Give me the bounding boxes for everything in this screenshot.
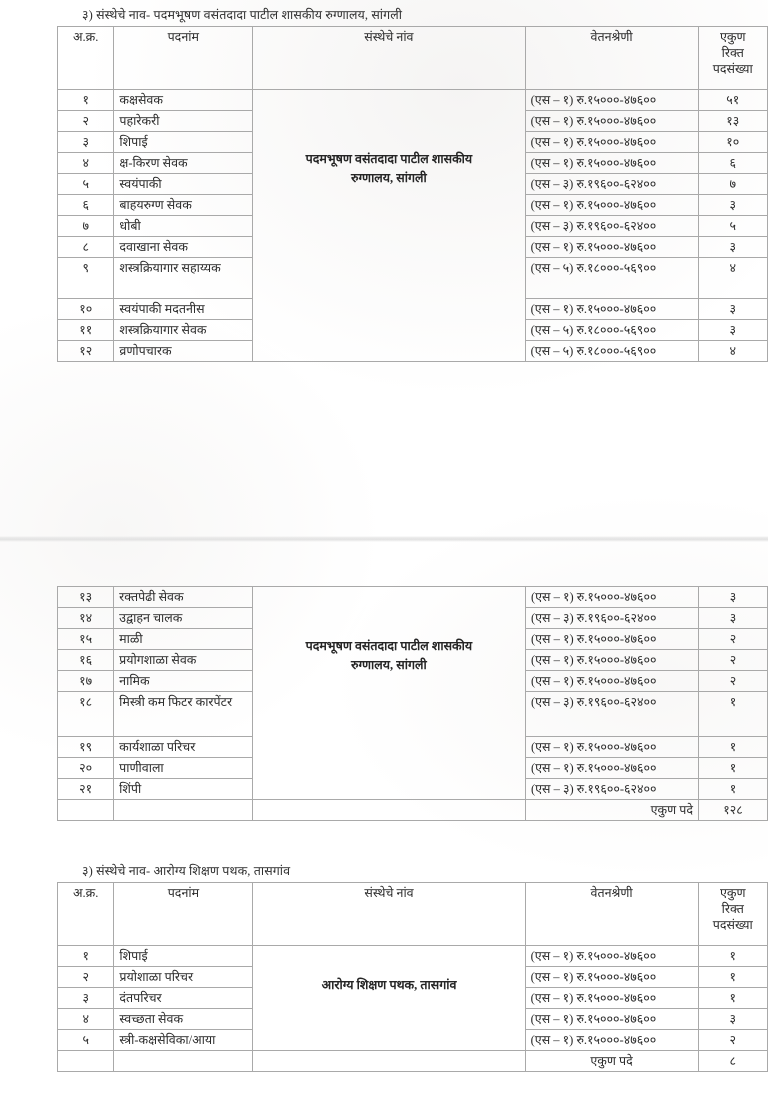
cell-empty-institution — [252, 800, 525, 821]
cell-vacancy: ७ — [698, 174, 767, 195]
cell-post: स्त्री-कक्षसेविका/आया — [114, 1030, 253, 1051]
cell-vacancy: २ — [699, 650, 768, 671]
column-header-vacancy — [698, 883, 767, 946]
table-vasantdada-part2 — [57, 586, 768, 821]
cell-empty-sr — [58, 800, 114, 821]
cell-post: दवाखाना सेवक — [114, 237, 253, 258]
cell-post: कक्षसेवक — [114, 90, 253, 111]
cell-sr: ७ — [58, 216, 114, 237]
cell-sr: २१ — [58, 779, 114, 800]
table-arogya-pathak — [57, 882, 768, 1072]
cell-sr: १४ — [58, 608, 114, 629]
cell-vacancy: २ — [699, 629, 768, 650]
cell-vacancy: १ — [699, 758, 768, 779]
cell-payscale: (एस – ३) रु.१९६००-६२४०० — [525, 692, 698, 737]
cell-vacancy: २ — [699, 671, 768, 692]
cell-sr: ३ — [58, 988, 114, 1009]
cell-vacancy: २ — [698, 1030, 767, 1051]
column-header-sr: अ.क्र. — [58, 27, 114, 90]
table-header-row — [58, 883, 768, 946]
cell-post: नामिक — [114, 671, 253, 692]
cell-payscale: (एस – १) रु.१५०००-४७६०० — [525, 1009, 698, 1030]
cell-post: पाणीवाला — [114, 758, 253, 779]
cell-post: पहारेकरी — [114, 111, 253, 132]
cell-payscale: (एस – १) रु.१५०००-४७६०० — [525, 111, 698, 132]
cell-post: प्रयोगशाळा सेवक — [114, 650, 253, 671]
section-vasantdada-part1 — [82, 6, 402, 23]
vacancy-table-1 — [57, 26, 768, 362]
cell-post: शिपाई — [114, 132, 253, 153]
cell-payscale: (एस – १) रु.१५०००-४७६०० — [525, 587, 698, 608]
cell-sr: ४ — [58, 153, 114, 174]
cell-payscale: (एस – १) रु.१५०००-४७६०० — [525, 737, 698, 758]
vacancy-header-line2: रिक्त — [721, 902, 744, 916]
cell-post: क्ष-किरण सेवक — [114, 153, 253, 174]
vacancy-table-3 — [57, 882, 768, 1072]
cell-vacancy: ५ — [698, 216, 767, 237]
cell-sr: ११ — [58, 320, 114, 341]
section1-caption: ३) संस्थेचे नाव- पदमभूषण वसंतदादा पाटील शासकीय रुग्णालय, सांगली — [82, 8, 403, 22]
cell-sr: १२ — [58, 341, 114, 362]
cell-post: शिपाई — [114, 946, 253, 967]
institution-line-1: पदमभूषण वसंतदादा पाटील शासकीय — [305, 152, 473, 166]
cell-payscale: (एस – १) रु.१५०००-४७६०० — [525, 650, 698, 671]
vacancy-header-line3: पदसंख्या — [712, 918, 753, 932]
cell-vacancy: ३ — [699, 587, 768, 608]
column-header-sr: अ.क्र. — [58, 883, 114, 946]
cell-empty-sr — [58, 1051, 114, 1072]
cell-payscale: (एस – १) रु.१५०००-४७६०० — [525, 988, 698, 1009]
section-arogya-pathak-caption — [82, 862, 290, 879]
total-posts-label: एकुण पदे — [525, 1051, 698, 1072]
institution-name: आरोग्य शिक्षण पथक, तासगांव — [321, 978, 457, 992]
cell-vacancy: ३ — [699, 608, 768, 629]
cell-empty-post — [114, 800, 253, 821]
cell-post: उद्वाहन चालक — [114, 608, 253, 629]
cell-post: मिस्त्री कम फिटर कारपेंटर — [114, 692, 253, 737]
table-row — [58, 90, 768, 111]
cell-sr: १६ — [58, 650, 114, 671]
cell-vacancy: ५१ — [698, 90, 767, 111]
cell-sr: १८ — [58, 692, 114, 737]
cell-vacancy: १ — [698, 967, 767, 988]
vacancy-header-line1: एकुण — [719, 886, 746, 900]
cell-vacancy: ३ — [698, 237, 767, 258]
cell-payscale: (एस – ३) रु.१९६००-६२४०० — [525, 779, 698, 800]
cell-payscale: (एस – १) रु.१५०००-४७६०० — [525, 1030, 698, 1051]
vacancy-header-line2: रिक्त — [721, 46, 744, 60]
cell-institution — [252, 587, 525, 800]
cell-vacancy: १ — [699, 737, 768, 758]
cell-sr: १ — [58, 946, 114, 967]
institution-line-2: रुग्णालय, सांगली — [351, 170, 427, 185]
cell-vacancy: ४ — [698, 258, 767, 299]
cell-payscale: (एस – १) रु.१५०००-४७६०० — [525, 967, 698, 988]
cell-post: व्रणोपचारक — [114, 341, 253, 362]
cell-payscale: (एस – १) रु.१५०००-४७६०० — [525, 237, 698, 258]
cell-empty-post — [114, 1051, 253, 1072]
table-total-row — [58, 800, 768, 821]
column-header-payscale: वेतनश्रेणी — [525, 883, 698, 946]
table-vasantdada-part1 — [57, 26, 768, 362]
cell-post: रक्तपेढी सेवक — [114, 587, 253, 608]
cell-empty-institution — [253, 1051, 525, 1072]
cell-sr: १ — [58, 90, 114, 111]
cell-sr: २ — [58, 967, 114, 988]
cell-vacancy: ३ — [698, 320, 767, 341]
cell-post: कार्यशाळा परिचर — [114, 737, 253, 758]
cell-payscale: (एस – ५) रु.१८०००-५६९०० — [525, 258, 698, 299]
page-break-separator — [0, 536, 768, 542]
cell-institution — [253, 946, 525, 1051]
cell-payscale: (एस – ३) रु.१९६००-६२४०० — [525, 174, 698, 195]
cell-payscale: (एस – १) रु.१५०००-४७६०० — [525, 758, 698, 779]
cell-post: शिंपी — [114, 779, 253, 800]
cell-sr: ६ — [58, 195, 114, 216]
total-posts-value: १२८ — [699, 800, 768, 821]
cell-vacancy: १ — [699, 692, 768, 737]
column-header-post: पदनांम — [114, 27, 253, 90]
cell-sr: २० — [58, 758, 114, 779]
institution-line-1: पदमभूषण वसंतदादा पाटील शासकीय — [305, 639, 473, 653]
cell-post: स्वयंपाकी — [114, 174, 253, 195]
cell-payscale: (एस – १) रु.१५०००-४७६०० — [525, 946, 698, 967]
cell-vacancy: ३ — [698, 1009, 767, 1030]
cell-vacancy: १ — [699, 779, 768, 800]
table-row — [58, 587, 768, 608]
cell-sr: १० — [58, 299, 114, 320]
column-header-institution: संस्थेचे नांव — [253, 27, 525, 90]
cell-sr: १७ — [58, 671, 114, 692]
cell-payscale: (एस – ५) रु.१८०००-५६९०० — [525, 341, 698, 362]
cell-sr: ४ — [58, 1009, 114, 1030]
table-row — [58, 946, 768, 967]
institution-line-2: रुग्णालय, सांगली — [351, 657, 427, 672]
total-posts-value: ८ — [698, 1051, 767, 1072]
column-header-vacancy — [698, 27, 767, 90]
cell-sr: २ — [58, 111, 114, 132]
cell-sr: १३ — [58, 587, 114, 608]
cell-vacancy: ४ — [698, 341, 767, 362]
cell-payscale: (एस – ५) रु.१८०००-५६९०० — [525, 320, 698, 341]
cell-payscale: (एस – १) रु.१५०००-४७६०० — [525, 629, 698, 650]
cell-sr: ३ — [58, 132, 114, 153]
cell-payscale: (एस – १) रु.१५०००-४७६०० — [525, 671, 698, 692]
cell-payscale: (एस – १) रु.१५०००-४७६०० — [525, 153, 698, 174]
cell-post: शस्त्रक्रियागार सेवक — [114, 320, 253, 341]
vacancy-header-line3: पदसंख्या — [712, 62, 753, 76]
cell-sr: १९ — [58, 737, 114, 758]
cell-post: स्वच्छता सेवक — [114, 1009, 253, 1030]
cell-payscale: (एस – १) रु.१५०००-४७६०० — [525, 132, 698, 153]
cell-post: प्रयोशाळा परिचर — [114, 967, 253, 988]
cell-post: शस्त्रक्रियागार सहाय्यक — [114, 258, 253, 299]
section3-caption: ३) संस्थेचे नाव- आरोग्य शिक्षण पथक, तासगांव — [82, 864, 291, 878]
cell-sr: ८ — [58, 237, 114, 258]
cell-vacancy: ३ — [698, 299, 767, 320]
cell-post: बाहयरुग्ण सेवक — [114, 195, 253, 216]
cell-sr: ९ — [58, 258, 114, 299]
cell-institution — [253, 90, 525, 362]
column-header-post: पदनांम — [114, 883, 253, 946]
column-header-payscale: वेतनश्रेणी — [525, 27, 698, 90]
cell-post: स्वयंपाकी मदतनीस — [114, 299, 253, 320]
cell-vacancy: १ — [698, 988, 767, 1009]
cell-post: दंतपरिचर — [114, 988, 253, 1009]
cell-payscale: (एस – १) रु.१५०००-४७६०० — [525, 195, 698, 216]
cell-vacancy: १० — [698, 132, 767, 153]
vacancy-header-line1: एकुण — [719, 30, 746, 44]
cell-sr: ५ — [58, 174, 114, 195]
cell-payscale: (एस – १) रु.१५०००-४७६०० — [525, 299, 698, 320]
cell-sr: १५ — [58, 629, 114, 650]
total-posts-label: एकुण पदे — [525, 800, 698, 821]
vacancy-table-2 — [57, 586, 768, 821]
table-header-row — [58, 27, 768, 90]
cell-payscale: (एस – १) रु.१५०००-४७६०० — [525, 90, 698, 111]
cell-post: माळी — [114, 629, 253, 650]
cell-sr: ५ — [58, 1030, 114, 1051]
cell-payscale: (एस – ३) रु.१९६००-६२४०० — [525, 608, 698, 629]
cell-vacancy: ३ — [698, 195, 767, 216]
table-total-row — [58, 1051, 768, 1072]
cell-post: धोबी — [114, 216, 253, 237]
cell-vacancy: १३ — [698, 111, 767, 132]
column-header-institution: संस्थेचे नांव — [253, 883, 525, 946]
cell-vacancy: १ — [698, 946, 767, 967]
cell-vacancy: ६ — [698, 153, 767, 174]
cell-payscale: (एस – ३) रु.१९६००-६२४०० — [525, 216, 698, 237]
